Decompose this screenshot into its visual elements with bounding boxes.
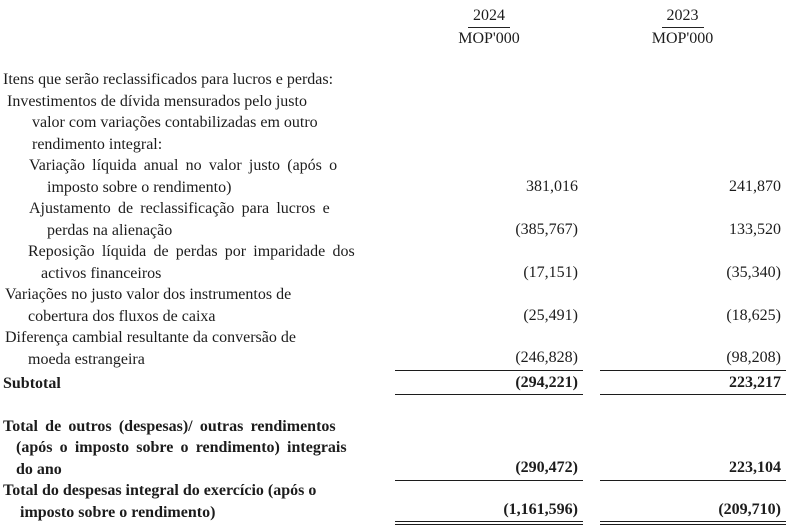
value-2023: (18,625) xyxy=(726,306,781,324)
row-label xyxy=(0,198,395,241)
column-gap xyxy=(583,0,600,50)
spacer-cell xyxy=(0,395,786,416)
column-header-2024 xyxy=(395,0,583,50)
column-gap xyxy=(583,284,600,327)
column-gap xyxy=(583,416,600,481)
unit-2023-label: MOP'000 xyxy=(651,29,714,47)
value-2023: (209,710) xyxy=(600,480,786,523)
label-line: Reposição líquida de perdas por imparidade dos xyxy=(28,243,355,260)
value-2023: (98,208) xyxy=(600,327,786,370)
label-line: Total do despesas integral do exercício (após o xyxy=(3,482,317,499)
statement-rows xyxy=(0,69,786,523)
value-2023: (35,340) xyxy=(726,263,781,281)
row-label xyxy=(0,284,395,327)
spacer-row xyxy=(0,395,786,416)
column-gap xyxy=(583,198,600,241)
value-2024: (385,767) xyxy=(515,220,578,238)
value-2023: 241,870 xyxy=(729,177,781,195)
label-line: imposto sobre o rendimento) xyxy=(47,178,232,196)
label-line: Subtotal xyxy=(3,375,61,392)
value-2024: (246,828) xyxy=(395,327,583,370)
statement-row xyxy=(0,416,786,481)
header-row xyxy=(0,0,786,50)
column-gap xyxy=(583,91,600,156)
statement-row xyxy=(0,480,786,523)
statement-row xyxy=(0,69,786,91)
value-2024 xyxy=(395,91,583,156)
statement-row xyxy=(0,91,786,156)
label-line: Variações no justo valor dos instrumentos de xyxy=(5,286,292,303)
label-line: Total de outros (despesas)/ outras rendimentos xyxy=(3,417,336,435)
row-label xyxy=(0,416,395,481)
label-line: activos financeiros xyxy=(41,264,162,282)
label-line: (após o imposto sobre o rendimento) integrais xyxy=(16,439,347,456)
label-line: Investimentos de dívida mensurados pelo justo xyxy=(7,92,307,110)
value-2023: 133,520 xyxy=(729,220,781,238)
value-2024: (1,161,596) xyxy=(395,480,583,523)
unit-2024-label: MOP'000 xyxy=(458,29,520,47)
row-label xyxy=(0,91,395,156)
label-line: Itens que serão reclassificados para lucros e perdas: xyxy=(3,71,334,88)
row-label xyxy=(0,370,395,395)
row-label xyxy=(0,69,395,91)
statement-row xyxy=(0,198,786,241)
row-label xyxy=(0,480,395,523)
year-2023-label: 2023 xyxy=(662,5,704,28)
label-line: Diferença cambial resultante da conversão de xyxy=(5,329,296,346)
column-gap xyxy=(583,241,600,284)
label-line: cobertura dos fluxos de caixa xyxy=(28,307,216,325)
value-2024 xyxy=(395,69,583,91)
value-2024: (290,472) xyxy=(395,416,583,481)
value-2024: (17,151) xyxy=(523,263,578,281)
row-label xyxy=(0,327,395,370)
label-line: moeda estrangeira xyxy=(28,350,145,368)
row-label xyxy=(0,241,395,284)
value-2023: 223,104 xyxy=(600,416,786,481)
statement-row xyxy=(0,284,786,327)
label-line: valor com variações contabilizadas em outro xyxy=(32,114,318,131)
spacer-cell xyxy=(0,50,786,69)
label-line: rendimento integral: xyxy=(32,135,163,153)
label-line: imposto sobre o rendimento) xyxy=(20,503,216,521)
column-gap xyxy=(583,480,600,523)
label-line: perdas na alienação xyxy=(47,221,173,239)
value-2023: 223,217 xyxy=(600,370,786,395)
value-2023 xyxy=(600,91,786,156)
value-2024: (25,491) xyxy=(523,306,578,324)
row-label xyxy=(0,155,395,198)
statement-row xyxy=(0,241,786,284)
label-line: Variação líquida anual no valor justo (após o xyxy=(29,157,338,174)
header-empty-cell xyxy=(0,0,395,50)
label-line: Ajustamento de reclassificação para lucros e xyxy=(29,200,330,217)
column-gap xyxy=(583,370,600,395)
header-spacer-row xyxy=(0,50,786,69)
year-2024-label: 2024 xyxy=(468,5,510,28)
statement-row xyxy=(0,155,786,198)
column-gap xyxy=(583,155,600,198)
column-gap xyxy=(583,327,600,370)
statement-row xyxy=(0,327,786,370)
column-header-2023 xyxy=(600,0,786,50)
column-gap xyxy=(583,69,600,91)
value-2023 xyxy=(600,69,786,91)
label-line: do ano xyxy=(16,460,62,478)
value-2024: 381,016 xyxy=(526,177,578,195)
value-2024: (294,221) xyxy=(395,370,583,395)
statement-row xyxy=(0,370,786,395)
